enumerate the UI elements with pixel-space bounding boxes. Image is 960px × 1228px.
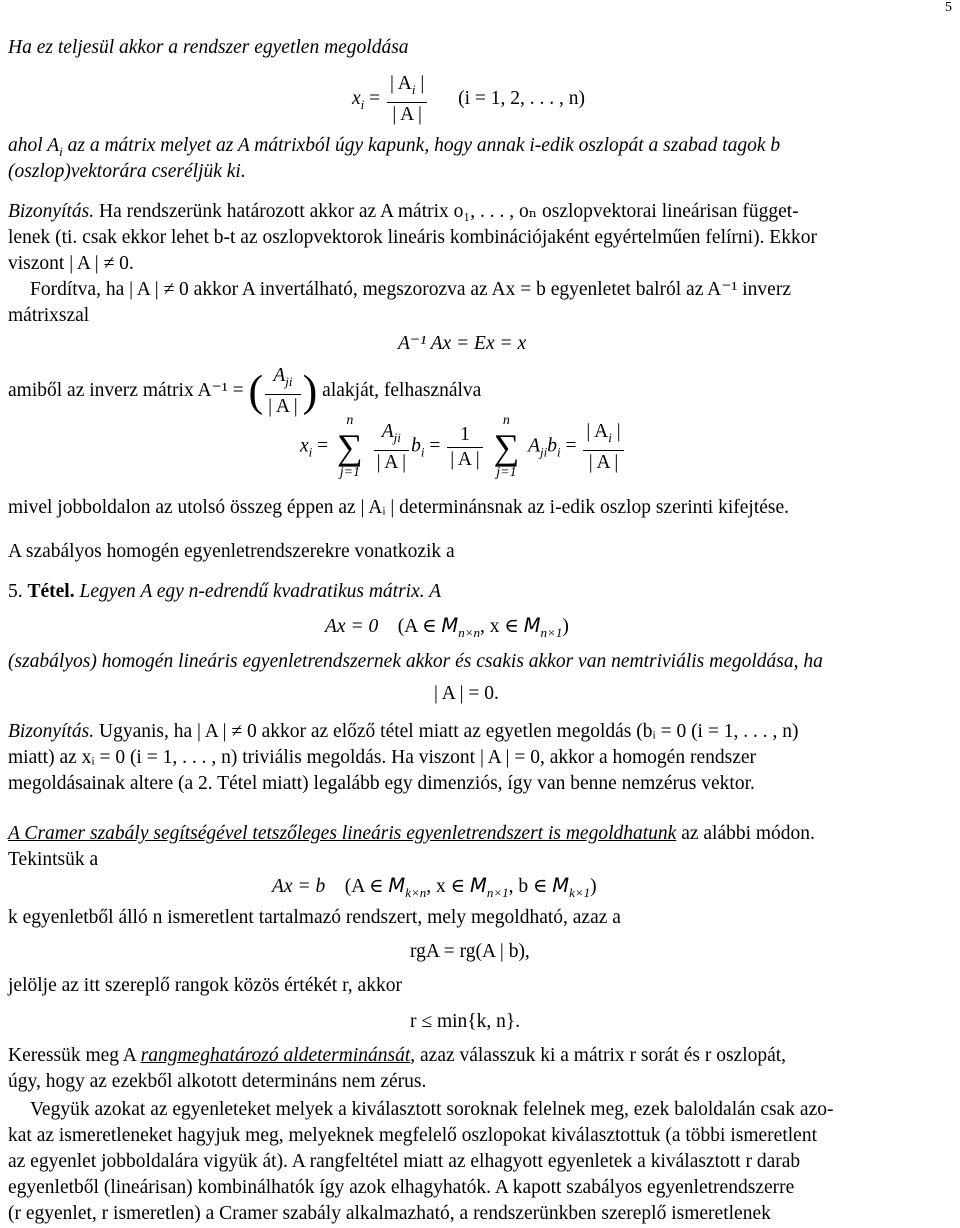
equation-inverse: A⁻¹ Ax = Ex = x <box>398 333 527 354</box>
equation-homogeneous: Ax = 0 (A ∈ $M_{n\times n}$, x ∈ $M_{n\times 1}$) <box>325 614 569 640</box>
text-line: viszont | A | ≠ 0. <box>8 253 134 274</box>
fraction: $\frac{| A_i |}{| A |}$ <box>387 72 427 127</box>
fraction: $\frac{| A_i |}{| A |}$ <box>583 420 623 475</box>
fraction: $\frac{A_{ji}}{| A |}$ <box>374 420 410 475</box>
theorem-heading: 5. Tétel. Legyen A egy n-edrendű kvadratikus mátrix. A <box>8 581 442 602</box>
text-line: mátrixszal <box>8 305 90 326</box>
text-line: ahol $A_i$ az a mátrix melyet az A mátrixból úgy kapunk, hogy annak i-edik oszlopát a szabad tagok b <box>8 135 781 159</box>
text-line: amiből az inverz mátrix A⁻¹ = ( $\frac{A_{ji}}{| A |}$ ) alakját, felhasználva <box>8 365 482 417</box>
text-line: lenek (ti. csak ekkor lehet b-t az oszlopvektorok lineáris kombinációjaként egyértelműen felírni). Ekkor <box>8 227 817 248</box>
sum-symbol: n ∑ j=1 <box>493 413 520 480</box>
text-line: (szabályos) homogén lineáris egyenletrendszernek akkor és csakis akkor van nemtriviális megoldása, ha <box>8 651 823 672</box>
page-number: 5 <box>945 0 952 15</box>
equation-xi: $x_i$ = $\frac{| A_i |}{| A |}$ (i = 1, 2, . . . , n) <box>352 73 586 125</box>
text-line: Bizonyítás. Ugyanis, ha | A | ≠ 0 akkor az előző tétel miatt az egyetlen megoldás (bᵢ = 0 (i = 1, . . . , n) <box>8 721 799 742</box>
text-line: Keressük meg A rangmeghatározó aldeterminánsát, azaz válasszuk ki a mátrix r sorát és r oszlopát, <box>8 1045 787 1066</box>
text-line: Ha ez teljesül akkor a rendszer egyetlen megoldása <box>8 37 409 58</box>
text-line: mivel jobboldalon az utolsó összeg éppen az | Aᵢ | determinánsnak az i-edik oszlop szerinti kifejtése. <box>8 497 790 518</box>
text-line: k egyenletből álló n ismeretlent tartalmazó rendszert, mely megoldható, azaz a <box>8 907 621 928</box>
equation-xi-sum: $x_i$ = n ∑ j=1 $\frac{A_{ji}}{| A |}$ $b_i$ = $\frac{1}{| A |}$ n ∑ j=1 $A_{ji}b_i$ = $\frac{| A_i |}{| A |}$ <box>300 414 626 480</box>
text-line: Bizonyítás. Ha rendszerünk határozott akkor az A mátrix o₁, . . . , oₙ oszlopvektorai lineárisan függet- <box>8 201 799 222</box>
fraction: $\frac{1}{| A |}$ <box>447 423 483 472</box>
sum-symbol: n ∑ j=1 <box>337 413 363 480</box>
equation-det-zero: | A | = 0. <box>434 683 499 704</box>
text-line: kat az ismeretleneket hagyjuk meg, melyeknek megfelelő oszlopokat kiválasztottuk (a többi ismeretlent <box>8 1125 817 1146</box>
text-line: A Cramer szabály segítségével tetszőleges lineáris egyenletrendszert is megoldhatunk az alábbi módon. <box>8 823 815 844</box>
text-line: az egyenlet jobboldalára vigyük át). A rangfeltétel miatt az elhagyott egyenletek a kiválasztott r darab <box>8 1151 801 1172</box>
equation-rank: rgA = rg(A | b), <box>410 941 530 962</box>
text-line: Fordítva, ha | A | ≠ 0 akkor A invertálható, megszorozva az Ax = b egyenletet balról az A⁻¹ inverz <box>30 279 791 300</box>
equation-general-system: Ax = b (A ∈ $M_{k\times n}$, x ∈ $M_{n\times 1}$, b ∈ $M_{k\times 1}$) <box>272 874 597 900</box>
text-line: A szabályos homogén egyenletrendszerekre vonatkozik a <box>8 541 455 562</box>
text-line: megoldásainak altere (a 2. Tétel miatt) legalább egy dimenziós, így van benne nemzérus vektor. <box>8 773 755 794</box>
text-line: (r egyenlet, r ismeretlen) a Cramer szabály alkalmazható, a rendszerünkben szereplő ismeretlenek <box>8 1203 771 1224</box>
text-line: Tekintsük a <box>8 849 99 870</box>
text-line: jelölje az itt szereplő rangok közös értékét r, akkor <box>8 975 402 996</box>
text-line: Vegyük azokat az egyenleteket melyek a kiválasztott soroknak felelnek meg, ezek baloldalán csak azo- <box>30 1099 834 1120</box>
equation-min: r ≤ min{k, n}. <box>410 1011 521 1032</box>
text-line: (oszlop)vektorára cseréljük ki. <box>8 161 246 182</box>
text-line: egyenletből (lineárisan) kombinálhatók így azok elhagyhatók. A kapott szabályos egyenletrendszerre <box>8 1177 795 1198</box>
fraction: $\frac{A_{ji}}{| A |}$ <box>265 364 301 419</box>
text-line: miatt) az xᵢ = 0 (i = 1, . . . , n) triviális megoldás. Ha viszont | A | = 0, akkor a homogén rendszer <box>8 747 756 768</box>
text-line: úgy, hogy az ezekből alkotott determináns nem zérus. <box>8 1071 427 1092</box>
